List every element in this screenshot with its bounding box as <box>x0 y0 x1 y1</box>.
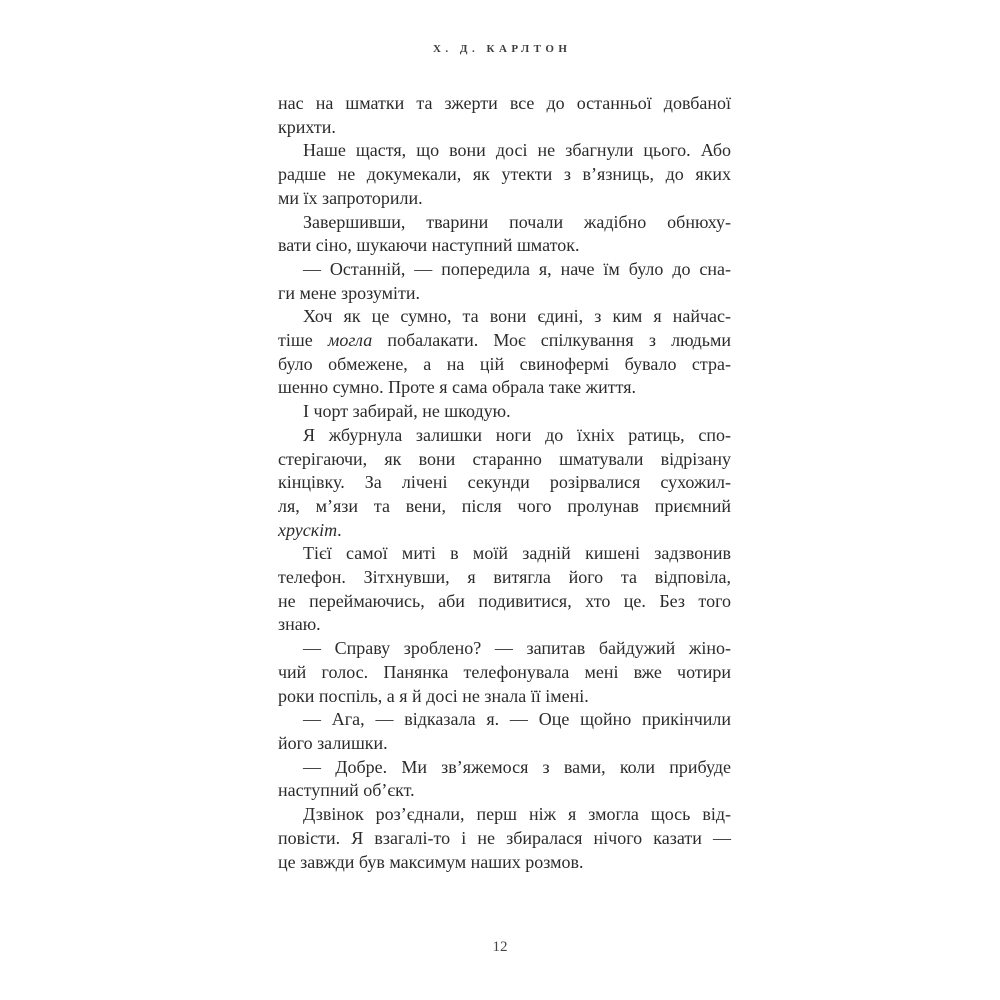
text-line <box>278 282 731 306</box>
text-segment: радше не докумекали, як утекти з в’язниць, до яких <box>278 164 731 185</box>
text-segment: це завжди був максимум наших розмов. <box>278 851 584 872</box>
text-segment: ля, м’язи та вени, після чого пролунав приємний <box>278 495 731 516</box>
text-line <box>278 661 731 685</box>
text-segment: Хоч як це сумно, та вони єдині, з ким я найчас- <box>303 306 731 327</box>
text-segment: нас на шматки та зжерти все до останньої довбаної <box>278 93 731 113</box>
text-segment: крихти. <box>278 116 336 137</box>
text-line <box>278 234 731 258</box>
text-segment: . <box>337 519 342 540</box>
text-segment: Дзвінок роз’єднали, перш ніж я змогла щось від- <box>303 804 731 825</box>
text-segment: повісти. Я взагалі-то і не збиралася нічого казати — <box>278 827 731 848</box>
text-segment: Тієї самої миті в моїй задній кишені задзвонив <box>303 543 731 564</box>
text-segment: вати сіно, шукаючи наступний шматок. <box>278 235 580 256</box>
text-line <box>278 590 731 614</box>
text-line <box>278 187 731 211</box>
text-segment: шенно сумно. Проте я сама обрала таке життя. <box>278 377 636 398</box>
text-segment: Завершивши, тварини почали жадібно обнюху- <box>303 211 731 232</box>
running-header-author: Х. Д. КАРЛТОН <box>432 43 572 55</box>
text-segment: було обмежене, а на цій свинофермі бувало стра- <box>278 353 731 374</box>
text-segment: — Останній, — попередила я, наче їм було до сна- <box>303 258 731 279</box>
text-segment: телефон. Зітхнувши, я витягла його та відповіла, <box>278 567 731 588</box>
text-segment: знаю. <box>278 614 321 635</box>
text-line <box>278 756 731 780</box>
text-segment: чий голос. Панянка телефонувала мені вже чотири <box>278 661 731 682</box>
text-line <box>278 163 731 187</box>
text-segment: не переймаючись, аби подивитися, хто це. Без того <box>278 590 731 611</box>
text-segment: ги мене зрозуміти. <box>278 282 421 303</box>
text-line <box>278 116 731 140</box>
text-line <box>278 424 731 448</box>
text-line <box>278 211 731 235</box>
text-line <box>278 519 731 543</box>
italic-text-segment: могла <box>327 330 373 351</box>
text-line <box>278 353 731 377</box>
text-line <box>278 637 731 661</box>
text-line <box>278 329 731 353</box>
text-line <box>278 613 731 637</box>
italic-text-segment: хрускіт <box>278 519 338 540</box>
text-line <box>278 685 731 709</box>
page-number: 12 <box>492 939 508 955</box>
text-line <box>278 732 731 756</box>
text-segment: — Справу зроблено? — запитав байдужий жіно- <box>303 638 731 659</box>
text-segment: І чорт забирай, не шкодую. <box>303 401 511 422</box>
text-segment: Наше щастя, що вони досі не збагнули цього. Або <box>303 140 731 161</box>
text-line <box>278 471 731 495</box>
text-segment: його залишки. <box>278 732 388 753</box>
text-segment: тіше <box>278 330 328 351</box>
text-segment: стерігаючи, як вони старанно шматували відрізану <box>278 448 731 469</box>
text-segment: — Добре. Ми зв’яжемося з вами, коли прибуде <box>303 756 731 777</box>
text-line <box>278 779 731 803</box>
text-line <box>278 305 731 329</box>
text-line <box>278 827 731 851</box>
text-segment: кінцівку. За лічені секунди розірвалися сухожил- <box>278 472 731 493</box>
text-line <box>278 495 731 519</box>
text-line <box>278 803 731 827</box>
text-segment: — Ага, — відказала я. — Оце щойно прикінчили <box>303 709 731 730</box>
text-segment: ми їх запроторили. <box>278 187 423 208</box>
text-line <box>278 448 731 472</box>
text-line <box>278 851 731 875</box>
text-line <box>278 92 731 116</box>
text-segment: побалакати. Моє спілкування з людьми <box>372 330 731 351</box>
text-line <box>278 566 731 590</box>
text-segment: роки поспіль, а я й досі не знала її імені. <box>278 685 589 706</box>
text-line <box>278 258 731 282</box>
text-segment: наступний об’єкт. <box>278 780 415 801</box>
text-segment: Я жбурнула залишки ноги до їхніх ратиць, спо- <box>303 424 731 445</box>
text-line <box>278 139 731 163</box>
text-line <box>278 542 731 566</box>
text-line <box>278 376 731 400</box>
body-text-block <box>278 92 731 874</box>
text-line <box>278 400 731 424</box>
text-line <box>278 708 731 732</box>
